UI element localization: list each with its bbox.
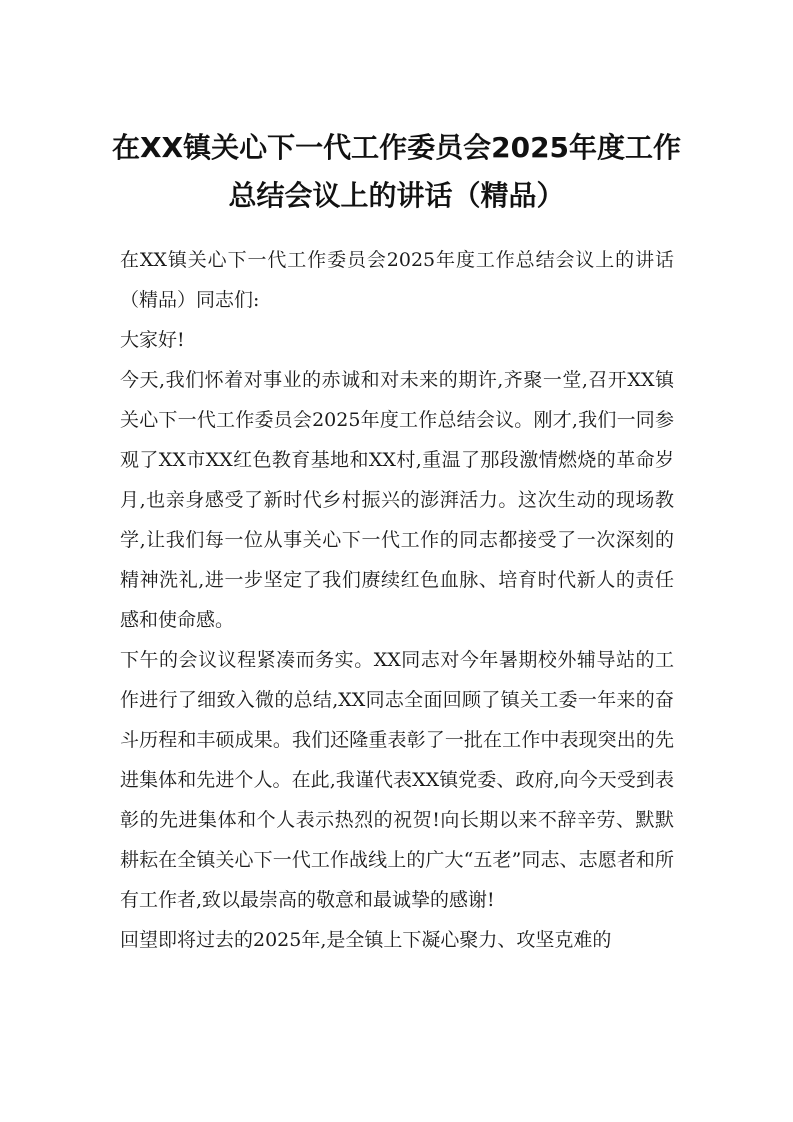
paragraph-introduction: 今天,我们怀着对事业的赤诚和对未来的期许,齐聚一堂,召开XX镇关心下一代工作委员会2025年度工作总结会议。刚才,我们一同参观了XX市XX红色教育基地和XX村,重温了那段激情燃烧的革命岁月,也亲身感受了新时代乡村振兴的澎湃活力。这次生动的现场教学,让我们每一位从事关心下一代工作的同志都接受了一次深刻的精神洗礼,进一步坚定了我们赓续红色血脉、培育时代新人的责任感和使命感。: [120, 369, 674, 631]
document-title: 在XX镇关心下一代工作委员会2025年度工作总结会议上的讲话（精品）: [111, 131, 682, 212]
paragraph-greeting: 大家好!: [120, 329, 185, 351]
paragraph-opening: 在XX镇关心下一代工作委员会2025年度工作总结会议上的讲话（精品）同志们:: [120, 249, 674, 311]
document-body: [120, 240, 674, 960]
paragraph-agenda: 下午的会议议程紧凑而务实。XX同志对今年暑期校外辅导站的工作进行了细致入微的总结,XX同志全面回顾了镇关工委一年来的奋斗历程和丰硕成果。我们还隆重表彰了一批在工作中表现突出的先进集体和先进个人。在此,我谨代表XX镇党委、政府,向今天受到表彰的先进集体和个人表示热烈的祝贺!向长期以来不辞辛劳、默默耕耘在全镇关心下一代工作战线上的广大“五老”同志、志愿者和所有工作者,致以最崇高的敬意和最诚挚的感谢!: [120, 649, 674, 911]
paragraph-review: 回望即将过去的2025年,是全镇上下凝心聚力、攻坚克难的: [120, 929, 612, 951]
